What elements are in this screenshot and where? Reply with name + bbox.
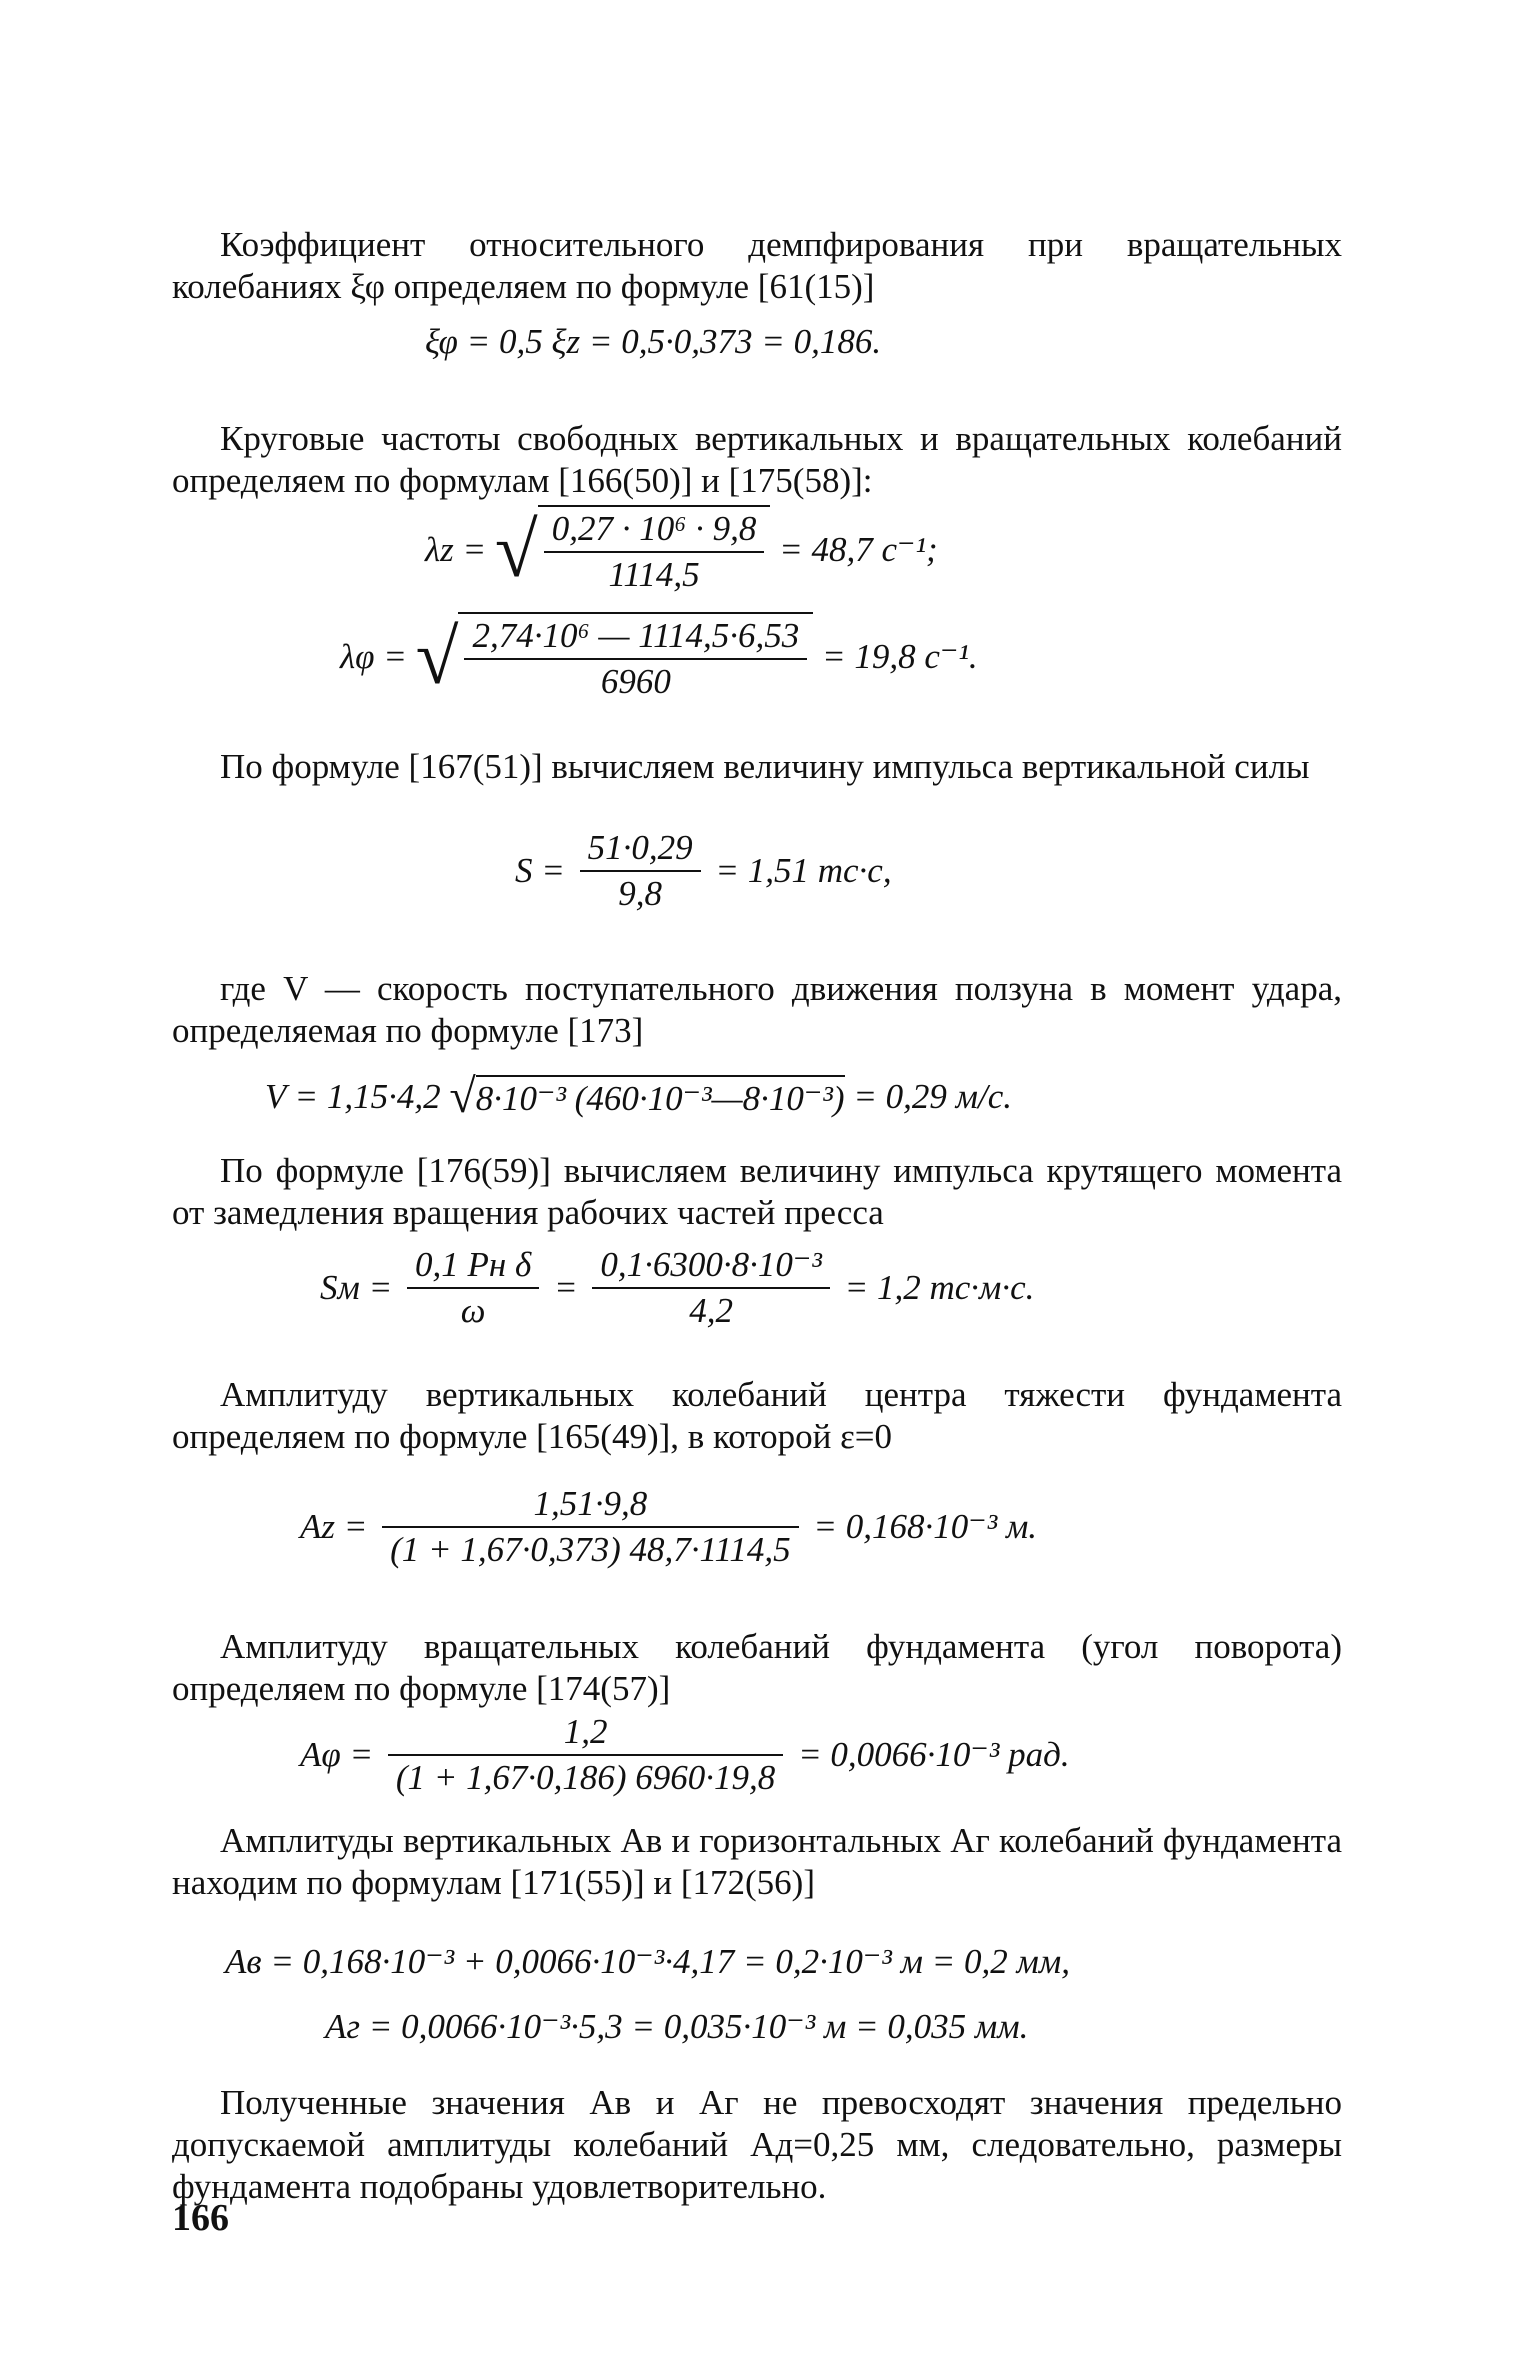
formula-s: S = $\frac{51\cdot 0,29}{9,8}$ = 1,51 тс·с, [515, 828, 892, 913]
formula-az: Az = $\frac{1,51\cdot 9,8}{(1 + 1,67\cdot 0,373) 48,7\cdot 1114,5}$ = 0,168·10⁻³ м. [300, 1484, 1038, 1569]
formula-v: V = 1,15·4,2 √8·10⁻³ (460·10⁻³—8·10⁻³) = 0,29 м/с. [265, 1062, 1012, 1132]
paragraph-impulse: По формуле [167(51)] вычисляем величину импульса вертикальной силы [220, 747, 1310, 786]
formula-lambda-phi: λφ = √ $\frac{\text{2,74·10⁶ — 1114,5·6,53}}{6960}$ = 19,8 с⁻¹. [340, 613, 978, 701]
formula-lambda-z: λz = √ $\frac{\text{0,27 · 10⁶ · 9,8}}{1114,5}$ = 48,7 с⁻¹; [425, 506, 938, 594]
paragraph-damping: Коэффициент относительного демпфирования при вращательных колебаниях ξφ определяем по формуле [61(15)] [172, 225, 1342, 306]
paragraph-frequencies: Круговые частоты свободных вертикальных и вращательных колебаний определяем по формулам [166(50)] и [175(58)]: [172, 419, 1342, 500]
paragraph-rotation-amplitude: Амплитуду вращательных колебаний фундамента (угол поворота) определяем по формуле [174(57)] [172, 1627, 1342, 1708]
formula-av: Aв = 0,168·10⁻³ + 0,0066·10⁻³·4,17 = 0,2·10⁻³ м = 0,2 мм, [225, 1942, 1070, 1981]
paragraph-conclusion: Полученные значения Aв и Aг не превосходят значения предельно допускаемой амплитуды колебаний Aд=0,25 мм, следовательно, размеры фундамента подобраны удовлетворительно. [172, 2083, 1342, 2206]
paragraph-amplitudes: Амплитуды вертикальных Aв и горизонтальных Aг колебаний фундамента находим по формулам [171(55)] и [172(56)] [172, 1821, 1342, 1902]
page-number: 166 [172, 2197, 229, 2239]
formula-aphi: Aφ = $\frac{1,2}{(1 + 1,67\cdot 0,186) 6960\cdot 19,8}$ = 0,0066·10⁻³ рад. [300, 1712, 1070, 1797]
sqrt-sign: √8·10⁻³ (460·10⁻³—8·10⁻³) [449, 1070, 845, 1123]
formula-xi: ξφ = 0,5 ξz = 0,5·0,373 = 0,186. [425, 322, 882, 361]
paragraph-velocity: где V — скорость поступательного движения ползуна в момент удара, определяемая по формуле [173] [172, 969, 1342, 1050]
formula-ag: Aг = 0,0066·10⁻³·5,3 = 0,035·10⁻³ м = 0,035 мм. [325, 2007, 1029, 2046]
formula-sm: Sм = $\frac{\text{0,1 Pн δ}}{\omega}$ = $\frac{\text{0,1·6300·8·10⁻³}}{4,2}$ = 1,2 тс·м·с. [320, 1245, 1035, 1330]
paragraph-vertical-amplitude: Амплитуду вертикальных колебаний центра тяжести фундамента определяем по формуле [165(49)], в которой ε=0 [172, 1375, 1342, 1456]
paragraph-torque: По формуле [176(59)] вычисляем величину импульса крутящего момента от замедления вращения рабочих частей пресса [172, 1151, 1342, 1232]
sqrt-sign: √ $\frac{\text{2,74·10⁶ — 1114,5·6,53}}{6960}$ [416, 612, 814, 702]
sqrt-sign: √ $\frac{\text{0,27 · 10⁶ · 9,8}}{1114,5}$ [495, 505, 770, 595]
